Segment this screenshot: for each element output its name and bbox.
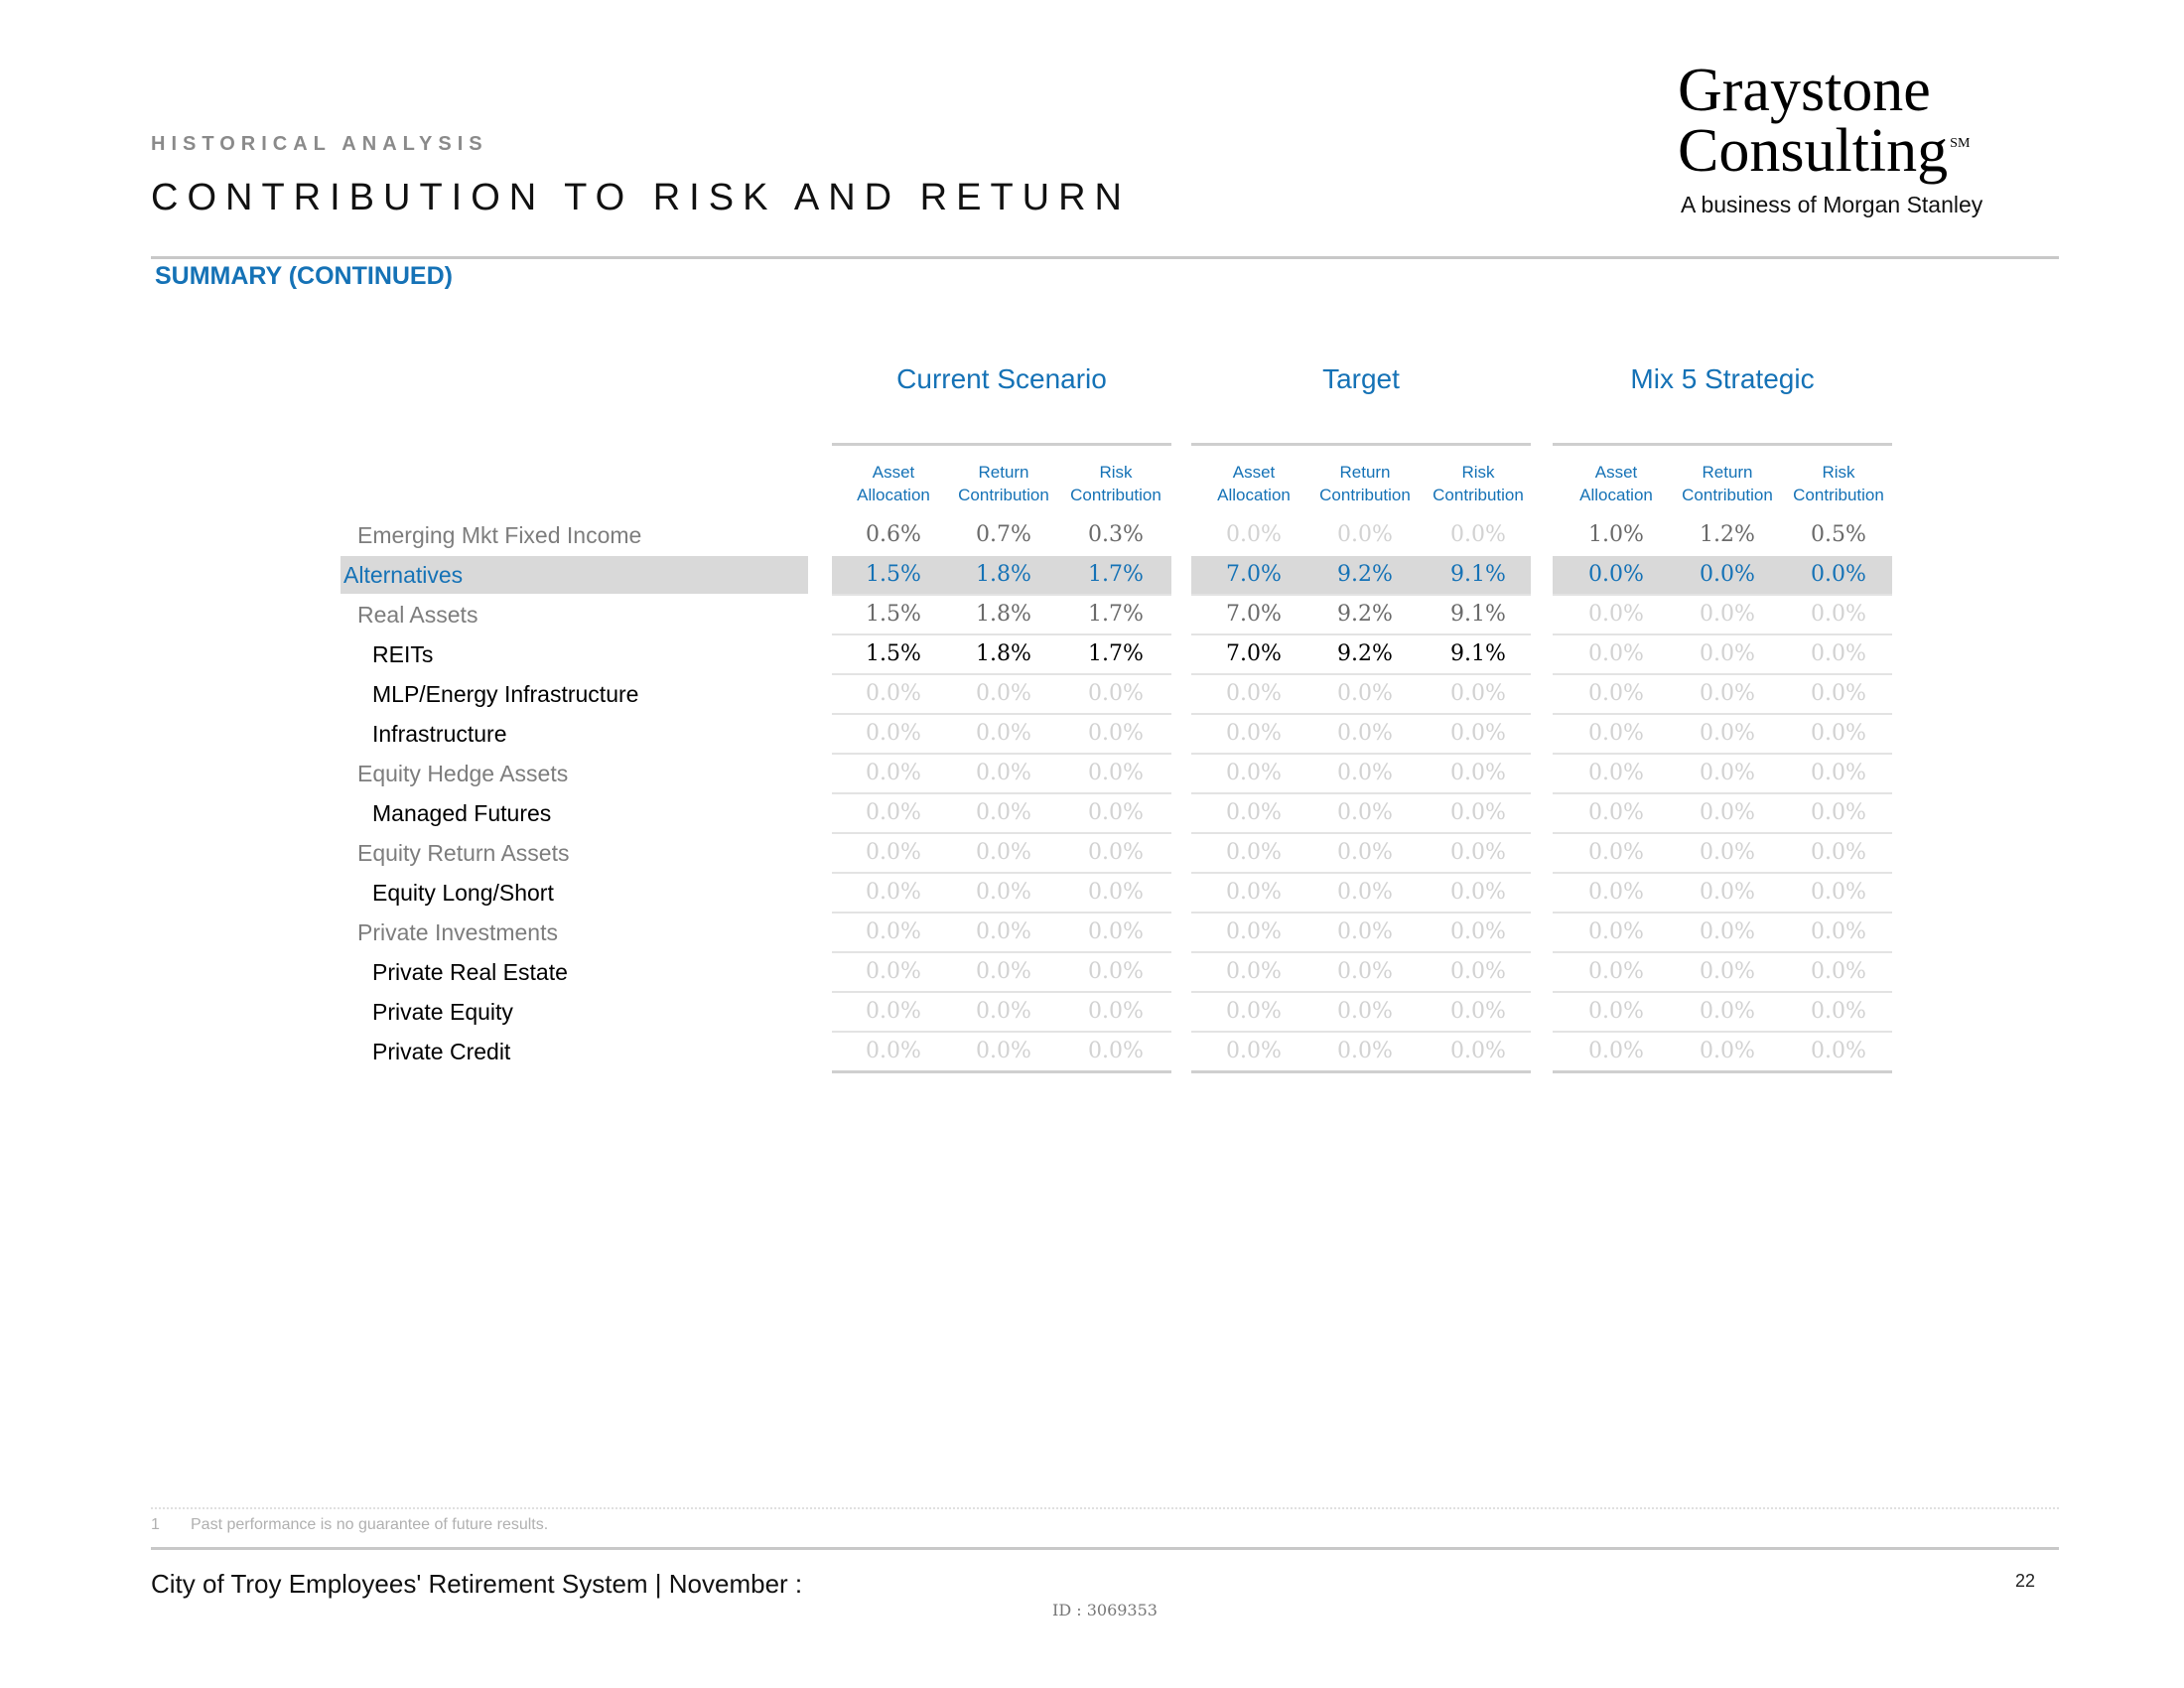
table-cell: 1.7% bbox=[1088, 641, 1144, 666]
column-header-line-1: Return bbox=[1702, 463, 1753, 482]
table-cell: 0.0% bbox=[1088, 721, 1144, 746]
table-cell: 0.0% bbox=[1588, 800, 1644, 825]
table-cell: 0.0% bbox=[1700, 721, 1755, 746]
table-cell: 0.7% bbox=[976, 522, 1031, 547]
table-cell: 0.0% bbox=[1088, 959, 1144, 984]
table-cell: 0.0% bbox=[1450, 959, 1506, 984]
table-cell: 9.1% bbox=[1450, 562, 1506, 587]
table-cell: 0.0% bbox=[1088, 761, 1144, 785]
table-cell: 0.0% bbox=[1588, 721, 1644, 746]
table-cell: 0.0% bbox=[1337, 681, 1393, 706]
row-label: Managed Futures bbox=[372, 800, 552, 826]
group-top-rule bbox=[1553, 443, 1892, 446]
table-cell: 0.0% bbox=[866, 761, 921, 785]
table-cell: 0.0% bbox=[866, 721, 921, 746]
column-header-line-1: Asset bbox=[1232, 463, 1276, 482]
column-header bbox=[839, 461, 948, 506]
table-cell: 1.2% bbox=[1700, 522, 1755, 547]
table-cell: 0.0% bbox=[976, 721, 1031, 746]
table-cell: 0.0% bbox=[1450, 681, 1506, 706]
column-header-line-2: Contribution bbox=[1070, 486, 1161, 504]
table-cell: 0.0% bbox=[1226, 721, 1282, 746]
group-title: Mix 5 Strategic bbox=[1630, 363, 1815, 394]
table-cell: 1.8% bbox=[976, 602, 1031, 627]
table-cell: 0.0% bbox=[1811, 800, 1866, 825]
table-cell: 0.0% bbox=[1226, 840, 1282, 865]
row-label: Infrastructure bbox=[372, 721, 507, 747]
table-cell: 0.0% bbox=[1226, 800, 1282, 825]
table-cell: 0.0% bbox=[1811, 761, 1866, 785]
group-title: Current Scenario bbox=[896, 363, 1107, 394]
footnote-text: Past performance is no guarantee of future results. bbox=[191, 1516, 549, 1533]
column-header-line-2: Allocation bbox=[1217, 486, 1291, 504]
row-label: Real Assets bbox=[357, 602, 478, 628]
column-header-line-2: Contribution bbox=[1319, 486, 1411, 504]
table-cell: 1.8% bbox=[976, 562, 1031, 587]
column-header-line-1: Asset bbox=[872, 463, 915, 482]
row-label: MLP/Energy Infrastructure bbox=[372, 681, 639, 707]
page-title: CONTRIBUTION TO RISK AND RETURN bbox=[151, 177, 1131, 218]
table-cell: 0.0% bbox=[1700, 800, 1755, 825]
table-cell: 0.0% bbox=[1588, 681, 1644, 706]
table-cell: 0.0% bbox=[866, 681, 921, 706]
table-cell: 0.0% bbox=[1588, 1039, 1644, 1063]
column-header bbox=[1061, 461, 1170, 506]
table-cell: 0.0% bbox=[1588, 999, 1644, 1024]
table-cell: 0.0% bbox=[976, 840, 1031, 865]
column-header-line-1: Return bbox=[978, 463, 1029, 482]
table-cell: 0.0% bbox=[1588, 641, 1644, 666]
table-cell: 9.1% bbox=[1450, 641, 1506, 666]
table-cell: 0.0% bbox=[1811, 681, 1866, 706]
group-top-rule bbox=[832, 443, 1171, 446]
table-cell: 0.0% bbox=[1088, 681, 1144, 706]
section-eyebrow: HISTORICAL ANALYSIS bbox=[151, 133, 488, 155]
table-cell: 0.0% bbox=[1700, 999, 1755, 1024]
table-cell: 0.0% bbox=[1811, 880, 1866, 905]
column-header bbox=[1562, 461, 1671, 506]
logo-wordmark: Consulting bbox=[1678, 117, 1949, 185]
table-cell: 7.0% bbox=[1226, 641, 1282, 666]
page-number: 22 bbox=[2015, 1571, 2036, 1591]
footer-rule bbox=[151, 1547, 2059, 1550]
logo-service-mark: SM bbox=[1950, 136, 1971, 151]
table-cell: 0.0% bbox=[1226, 761, 1282, 785]
table-cell: 0.0% bbox=[1337, 919, 1393, 944]
row-label: Private Real Estate bbox=[372, 959, 568, 985]
row-label: Private Credit bbox=[372, 1039, 511, 1064]
table-cell: 0.0% bbox=[1450, 721, 1506, 746]
table-cell: 0.0% bbox=[1700, 562, 1755, 587]
row-label: Alternatives bbox=[343, 562, 464, 588]
table-cell: 0.0% bbox=[1337, 999, 1393, 1024]
table-cell: 0.0% bbox=[976, 919, 1031, 944]
column-header-line-2: Contribution bbox=[1682, 486, 1773, 504]
table-cell: 0.0% bbox=[1337, 721, 1393, 746]
column-header-line-2: Contribution bbox=[1793, 486, 1884, 504]
table-cell: 0.0% bbox=[1226, 681, 1282, 706]
column-header bbox=[1424, 461, 1533, 506]
row-label: Equity Return Assets bbox=[357, 840, 570, 866]
table-cell: 0.0% bbox=[1700, 602, 1755, 627]
table-cell: 1.5% bbox=[866, 562, 921, 587]
table-cell: 0.0% bbox=[1450, 919, 1506, 944]
table-cell: 0.0% bbox=[976, 959, 1031, 984]
table-cell: 0.0% bbox=[976, 1039, 1031, 1063]
column-header bbox=[1784, 461, 1893, 506]
table-cell: 1.5% bbox=[866, 602, 921, 627]
column-header-line-2: Allocation bbox=[1579, 486, 1653, 504]
table-cell: 0.0% bbox=[866, 999, 921, 1024]
footnote-divider bbox=[151, 1507, 2059, 1509]
column-header bbox=[1673, 461, 1782, 506]
table-cell: 0.6% bbox=[866, 522, 921, 547]
table-cell: 0.0% bbox=[1811, 721, 1866, 746]
table-cell: 0.0% bbox=[1088, 840, 1144, 865]
table-cell: 1.5% bbox=[866, 641, 921, 666]
table-cell: 0.0% bbox=[1588, 959, 1644, 984]
graystone-logo bbox=[1678, 57, 2005, 218]
column-header-line-1: Return bbox=[1339, 463, 1391, 482]
column-header-line-1: Risk bbox=[1822, 463, 1855, 482]
table-cell: 0.0% bbox=[1700, 959, 1755, 984]
table-cell: 1.8% bbox=[976, 641, 1031, 666]
column-header-line-2: Contribution bbox=[958, 486, 1049, 504]
table-cell: 0.0% bbox=[1337, 761, 1393, 785]
table-cell: 0.0% bbox=[1588, 761, 1644, 785]
table-cell: 0.0% bbox=[1337, 800, 1393, 825]
table-cell: 0.0% bbox=[1588, 602, 1644, 627]
logo-line-2 bbox=[1678, 117, 2005, 185]
table-cell: 0.0% bbox=[866, 880, 921, 905]
table-cell: 0.0% bbox=[1337, 840, 1393, 865]
table-cell: 0.0% bbox=[1700, 681, 1755, 706]
header-rule bbox=[151, 256, 2059, 259]
column-header-line-1: Asset bbox=[1594, 463, 1638, 482]
table-cell: 0.0% bbox=[1450, 880, 1506, 905]
table-cell: 0.0% bbox=[1450, 800, 1506, 825]
table-cell: 9.2% bbox=[1337, 562, 1393, 587]
table-cell: 0.0% bbox=[976, 761, 1031, 785]
table-cell: 1.0% bbox=[1588, 522, 1644, 547]
table-cell: 0.0% bbox=[866, 1039, 921, 1063]
table-cell: 0.0% bbox=[1337, 1039, 1393, 1063]
table-cell: 0.0% bbox=[866, 919, 921, 944]
table-cell: 0.3% bbox=[1088, 522, 1144, 547]
row-label: Equity Hedge Assets bbox=[357, 761, 569, 786]
table-cell: 0.0% bbox=[1588, 919, 1644, 944]
logo-tagline: A business of Morgan Stanley bbox=[1681, 192, 1983, 217]
column-header bbox=[1310, 461, 1420, 506]
table-cell: 0.0% bbox=[1811, 840, 1866, 865]
footnote-number: 1 bbox=[151, 1516, 160, 1533]
table-cell: 0.0% bbox=[1337, 959, 1393, 984]
column-header bbox=[949, 461, 1058, 506]
table-cell: 0.0% bbox=[1811, 1039, 1866, 1063]
table-cell: 0.0% bbox=[1088, 919, 1144, 944]
table-cell: 0.0% bbox=[1811, 641, 1866, 666]
table-cell: 9.2% bbox=[1337, 641, 1393, 666]
column-header-line-1: Risk bbox=[1099, 463, 1133, 482]
table-cell: 0.0% bbox=[1226, 999, 1282, 1024]
table-cell: 0.0% bbox=[1226, 919, 1282, 944]
table-cell: 0.0% bbox=[976, 999, 1031, 1024]
table-cell: 1.7% bbox=[1088, 602, 1144, 627]
table-cell: 0.0% bbox=[1088, 1039, 1144, 1063]
table-cell: 0.0% bbox=[1700, 761, 1755, 785]
table-cell: 0.0% bbox=[1337, 880, 1393, 905]
group-title: Target bbox=[1322, 363, 1400, 394]
table-cell: 0.0% bbox=[1811, 602, 1866, 627]
table-cell: 0.0% bbox=[1811, 919, 1866, 944]
table-cell: 0.0% bbox=[1811, 562, 1866, 587]
row-label: Emerging Mkt Fixed Income bbox=[357, 522, 642, 548]
column-header-line-2: Allocation bbox=[857, 486, 930, 504]
table-cell: 1.7% bbox=[1088, 562, 1144, 587]
table-cell: 0.0% bbox=[1450, 1039, 1506, 1063]
table-cell: 0.0% bbox=[1337, 522, 1393, 547]
table-cell: 0.5% bbox=[1811, 522, 1866, 547]
row-label: Private Investments bbox=[357, 919, 558, 945]
logo-line-1: Graystone bbox=[1678, 57, 1931, 124]
table-cell: 0.0% bbox=[976, 800, 1031, 825]
table-cell: 0.0% bbox=[1700, 880, 1755, 905]
section-subtitle: SUMMARY (CONTINUED) bbox=[155, 262, 453, 290]
column-header-line-2: Contribution bbox=[1433, 486, 1524, 504]
table-cell: 0.0% bbox=[1226, 959, 1282, 984]
table-cell: 7.0% bbox=[1226, 562, 1282, 587]
row-label: REITs bbox=[372, 641, 434, 667]
table-cell: 0.0% bbox=[1226, 1039, 1282, 1063]
group-top-rule bbox=[1191, 443, 1531, 446]
table-cell: 0.0% bbox=[866, 840, 921, 865]
table-cell: 0.0% bbox=[1088, 999, 1144, 1024]
table-cell: 0.0% bbox=[1088, 880, 1144, 905]
table-cell: 0.0% bbox=[1811, 999, 1866, 1024]
table-cell: 0.0% bbox=[866, 800, 921, 825]
table-cell: 0.0% bbox=[1450, 522, 1506, 547]
table-cell: 0.0% bbox=[866, 959, 921, 984]
table-cell: 0.0% bbox=[1700, 1039, 1755, 1063]
footer-client-name: City of Troy Employees' Retirement System | November : bbox=[151, 1569, 803, 1599]
table-cell: 0.0% bbox=[1588, 880, 1644, 905]
table-cell: 0.0% bbox=[1811, 959, 1866, 984]
row-label: Equity Long/Short bbox=[372, 880, 554, 906]
column-header bbox=[1199, 461, 1308, 506]
table-cell: 9.1% bbox=[1450, 602, 1506, 627]
document-id: ID : 3069353 bbox=[1052, 1601, 1158, 1619]
table-cell: 0.0% bbox=[1700, 840, 1755, 865]
table-cell: 0.0% bbox=[1700, 641, 1755, 666]
table-cell: 0.0% bbox=[1226, 880, 1282, 905]
table-cell: 0.0% bbox=[1588, 840, 1644, 865]
footnote bbox=[151, 1516, 548, 1534]
table-cell: 0.0% bbox=[976, 681, 1031, 706]
table-cell: 0.0% bbox=[1450, 999, 1506, 1024]
row-label: Private Equity bbox=[372, 999, 513, 1025]
table-cell: 0.0% bbox=[1088, 800, 1144, 825]
table-cell: 0.0% bbox=[1588, 562, 1644, 587]
table-cell: 9.2% bbox=[1337, 602, 1393, 627]
table-cell: 0.0% bbox=[1450, 840, 1506, 865]
table-cell: 0.0% bbox=[1226, 522, 1282, 547]
table-cell: 0.0% bbox=[1700, 919, 1755, 944]
table-cell: 0.0% bbox=[1450, 761, 1506, 785]
column-header-line-1: Risk bbox=[1461, 463, 1495, 482]
table-cell: 0.0% bbox=[976, 880, 1031, 905]
table-cell: 7.0% bbox=[1226, 602, 1282, 627]
